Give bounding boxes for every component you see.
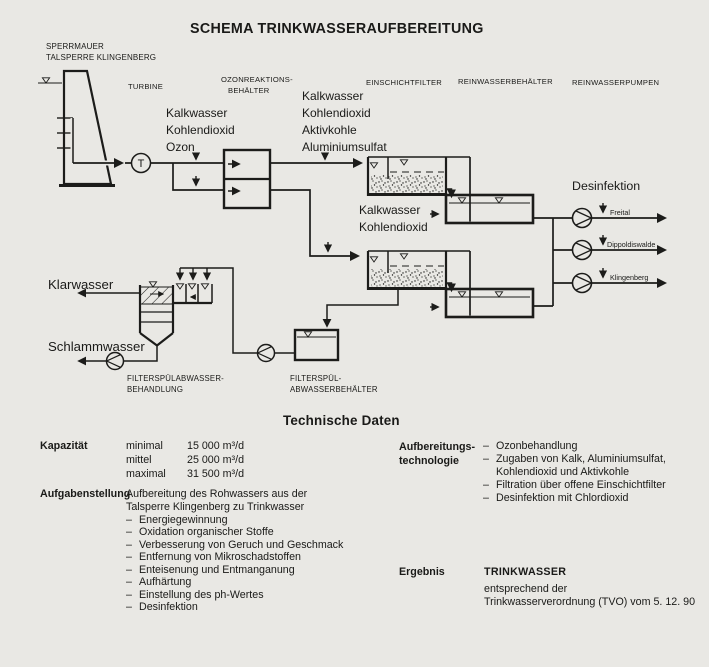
- task-item: – Entfernung von Mikroschadstoffen: [126, 551, 396, 563]
- single-layer-filter-2: [367, 251, 470, 291]
- turbine-symbol: T: [137, 158, 145, 170]
- schlammwasser-label: Schlammwasser: [48, 339, 145, 354]
- water-level-icon: [400, 254, 407, 259]
- tech-data-heading: Technische Daten: [283, 413, 400, 428]
- dosing2-label-2: Kohlendioxid: [302, 106, 371, 120]
- backwash-tank-caption-1: FILTERSPÜL-: [290, 374, 342, 383]
- intro-line-1: Aufbereitung des Rohwassers aus der: [126, 488, 308, 500]
- water-level-icon: [495, 198, 502, 203]
- dosing1-label-3: Ozon: [166, 140, 195, 154]
- dosing2-label-4: Aluminiumsulfat: [302, 140, 387, 154]
- task-item: – Energiegewinnung: [126, 514, 396, 526]
- flow-line-row2: [270, 190, 358, 256]
- dosing3-label-1: Kalkwasser: [359, 203, 421, 217]
- aufgabenstellung-intro: [126, 488, 307, 514]
- tank-body: [295, 330, 338, 360]
- kapazitaet-row: [126, 468, 244, 482]
- kapazitaet-row: [126, 440, 244, 454]
- flow-branch: [173, 163, 224, 190]
- pump-icon: [573, 209, 592, 228]
- kapazitaet-row-name: minimal: [126, 440, 163, 452]
- backwash-tank: [295, 330, 338, 360]
- filter-sand-bed: [371, 269, 443, 287]
- treatment-caption-1: FILTERSPÜLABWASSER-: [127, 374, 224, 383]
- dam: [38, 71, 126, 186]
- dosing3-label-2: Kohlendioxid: [359, 220, 428, 234]
- kapazitaet-row-name: maximal: [126, 467, 166, 480]
- stage-ozone-label-1: OZONREAKTIONS-: [221, 75, 293, 84]
- technologie-list: [483, 440, 675, 505]
- stage-ozone-label-2: BEHÄLTER: [228, 86, 270, 95]
- kapazitaet-label: Kapazität: [40, 440, 88, 452]
- sludge-pump-icon: [107, 353, 124, 370]
- water-level-icon: [201, 284, 208, 289]
- water-level-icon: [458, 198, 465, 203]
- ergebnis-label: Ergebnis: [399, 566, 445, 578]
- technology-item: – Desinfektion mit Chlordioxid: [483, 492, 675, 505]
- aufgaben-list: [126, 514, 396, 614]
- water-level-icon: [149, 282, 156, 287]
- single-layer-filter-1: [367, 157, 470, 197]
- technology-item: – Ozonbehandlung: [483, 440, 675, 453]
- ergebnis-notes: [484, 583, 695, 608]
- kapazitaet-row: [126, 454, 244, 468]
- kapazitaet-table: [126, 440, 244, 481]
- water-level-icon: [400, 160, 407, 165]
- technology-item: – Filtration über offene Einschichtfilter: [483, 479, 675, 492]
- recirculation-line: [180, 268, 295, 353]
- destination-klingenberg: Klingenberg: [610, 273, 649, 282]
- intro-line-2: Talsperre Klingenberg zu Trinkwasser: [126, 500, 305, 513]
- clean-water-pumps: [553, 203, 665, 306]
- water-level-icon: [42, 78, 49, 83]
- backwash-drain-line: [327, 289, 398, 327]
- pump-icon: [573, 241, 592, 260]
- turbine: [132, 154, 151, 173]
- technologie-label: [399, 440, 475, 468]
- stage-pumps-label: REINWASSERPUMPEN: [572, 78, 660, 87]
- kapazitaet-row-name: mittel: [126, 453, 152, 466]
- klarwasser-label: Klarwasser: [48, 277, 114, 292]
- ergebnis-note-2: Trinkwasserverordnung (TVO) vom 5. 12. 90: [484, 595, 696, 608]
- source-label-1: SPERRMAUER: [46, 42, 104, 51]
- aufgabenstellung-label: Aufgabenstellung: [40, 488, 131, 500]
- clean-water-tank-2: [430, 251, 553, 317]
- destination-dippoldiswalde: Dippoldiswalde: [607, 240, 656, 249]
- stage-filter-label: EINSCHICHTFILTER: [366, 78, 443, 87]
- water-level-icon: [304, 332, 311, 337]
- water-level-icon: [188, 284, 195, 289]
- filter-sand-bed: [371, 175, 443, 193]
- kapazitaet-row-value: 15 000 m³/d: [187, 440, 245, 452]
- task-item: – Desinfektion: [126, 601, 396, 613]
- pump-icon: [573, 274, 592, 293]
- source-label-2: TALSPERRE KLINGENBERG: [46, 53, 157, 62]
- ergebnis-note-1: entsprechend der: [484, 583, 568, 595]
- stage-turbine-label: TURBINE: [128, 82, 164, 91]
- task-item: – Enteisenung und Entmanganung: [126, 564, 396, 576]
- task-item: – Einstellung des ph-Wertes: [126, 589, 396, 601]
- treatment-caption-2: BEHANDLUNG: [127, 385, 184, 394]
- task-item: – Verbesserung von Geruch und Geschmack: [126, 539, 396, 551]
- stage-cleantank-label: REINWASSERBEHÄLTER: [458, 77, 553, 86]
- task-item: – Aufhärtung: [126, 576, 396, 588]
- backwash-pump-icon: [258, 345, 275, 362]
- clean-water-tank-1: [430, 157, 553, 223]
- task-item: – Oxidation organischer Stoffe: [126, 526, 396, 538]
- kapazitaet-row-value: 31 500 m³/d: [187, 467, 245, 480]
- water-level-icon: [495, 292, 502, 297]
- dosing2-label-1: Kalkwasser: [302, 89, 364, 103]
- desinfektion-label: Desinfektion: [572, 179, 641, 193]
- backwash-tank-caption-2: ABWASSERBEHÄLTER: [290, 385, 378, 394]
- page-title: SCHEMA TRINKWASSERAUFBEREITUNG: [190, 21, 484, 37]
- dosing2-label-3: Aktivkohle: [302, 123, 357, 137]
- ozone-reactor: [224, 150, 270, 208]
- ergebnis-result: TRINKWASSER: [484, 566, 567, 578]
- dosing1-label-2: Kohlendioxid: [166, 123, 235, 137]
- water-level-icon: [370, 163, 377, 168]
- technology-item: – Zugaben von Kalk, Aluminiumsulfat, Kohlendioxid und Aktivkohle: [483, 453, 675, 479]
- settler-funnel: [140, 333, 173, 346]
- technologie-label-1: Aufbereitungs-: [399, 441, 475, 453]
- settler-lamella-zone: [141, 287, 172, 304]
- dosing1-label-1: Kalkwasser: [166, 106, 228, 120]
- water-level-icon: [370, 257, 377, 262]
- technologie-label-2: technologie: [399, 455, 459, 468]
- kapazitaet-row-value: 25 000 m³/d: [187, 453, 245, 466]
- destination-freital: Freital: [610, 208, 630, 217]
- water-level-icon: [176, 284, 183, 289]
- water-level-icon: [458, 292, 465, 297]
